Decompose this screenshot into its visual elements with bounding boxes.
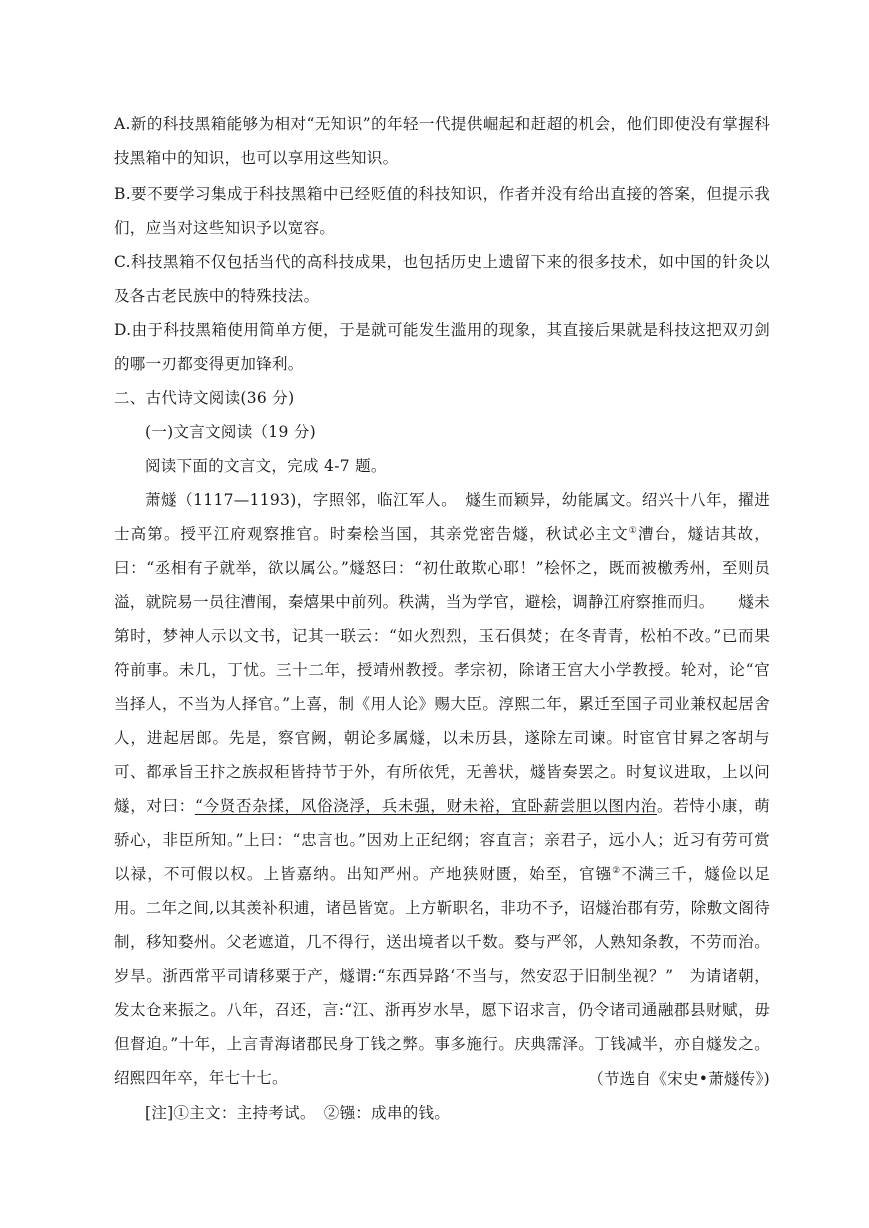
- underlined-sentence: “今贤否杂揉，风俗浇浮，兵未强，财未裕，宜卧薪尝胆以图内治: [194, 797, 658, 815]
- section-heading: 二、古代诗文阅读(36 分): [114, 389, 295, 407]
- instruction: 阅读下面的文言文，完成 4-7 题。: [145, 457, 387, 475]
- passage-part-2: 漕台，燧诘其故，曰：“丞相有子就举，欲以属公。”燧怒曰：“初仕敢欺心耶！”桧怀之，既而被檄秀州，至则员溢，就院易一员往漕闱，秦熺果中前列。秩满，当为学官，避桧，调静江府察推而归。 燧未第时，梦神人示以文书，记其一联云：“如火烈烈，玉石俱焚；在冬青青，松柏不改。”已而果符前事。未几，丁忧。三十二年，授靖州教授。孝宗初，除诸王宫大小学教授。轮对，论“官当择人，不当为人择官。”上喜，制《用人论》赐大臣。淳熙二年，累迁至国子司业兼权起居舍人，进起居郎。先是，察官阙，朝论多属燧，以未历县，遂除左司谏。时宦官甘昪之客胡与可、都承旨王抃之族叔秬皆持节于外，有所依凭，无善状，燧皆奏罢之。时复议进取，上以问燧，对曰：: [114, 525, 771, 815]
- passage-part-4: 不满三千，燧俭以足用。二年之间,以其羡补积逋，诸邑皆宽。上方靳职名，非功不予，诏燧治郡有劳，除敷文阁待制，移知婺州。父老遮道，几不得行，送出境者以千数。婺与严邻，人熟知条教，不劳而治。岁旱。浙西常平司请移粟于产，燧谓:“东西异路‘不当与，然安忍于旧制坐视？” 为请诸朝，发太仓来振之。八年，召还，言:“江、浙再岁水旱，愿下诏求言，仍令诸司通融郡县财赋，毋但督迫。”十年，上言青海诸郡民身丁钱之弊。事多施行。庆典霈泽。丁钱减半，亦自燧发之。绍熙四年卒，年七十七。: [114, 865, 771, 1087]
- note-2-marker: ②: [612, 865, 622, 876]
- source-citation: （节选自《宋史•萧燧传》): [588, 1070, 770, 1088]
- passage-part-3: 。若恃小康，萌骄心，非臣所知。”上曰：“忠言也。”因劝上正纪纲；容直言；亲君子，远小人；近习有劳可赏以禄，不可假以权。上皆嘉纳。出知严州。产地狭财匮，始至，官镪: [114, 797, 770, 883]
- classical-passage: [114, 483, 770, 1095]
- footnotes: [注]①主文：主持考试。 ②镪：成串的钱。: [145, 1104, 451, 1122]
- passage-part-1: 萧燧（1117—1193)，字照邻，临江军人。 燧生而颖异，幼能属文。绍兴十八年，擢进士高第。授平江府观察推官。时秦桧当国，其亲党密告燧，秋试必主文: [114, 491, 770, 543]
- note-1-marker: ①: [628, 525, 638, 536]
- option-a: A.新的科技黑箱能够为相对“无知识”的年轻一代提供崛起和赶超的机会，他们即使没有掌握科技黑箱中的知识，也可以享用这些知识。: [114, 115, 770, 167]
- option-c: C.科技黑箱不仅包括当代的高科技成果，也包括历史上遗留下来的很多技术，如中国的针灸以及各古老民族中的特殊技法。: [114, 253, 770, 305]
- option-d: D.由于科技黑箱使用简单方便，于是就可能发生滥用的现象，其直接后果就是科技这把双刃剑的哪一刃都变得更加锋利。: [114, 321, 770, 373]
- sub-heading: (一)文言文阅读（19 分): [145, 423, 316, 441]
- option-b: B.要不要学习集成于科技黑箱中已经贬值的科技知识，作者并没有给出直接的答案，但提示我们，应当对这些知识予以宽容。: [114, 185, 770, 237]
